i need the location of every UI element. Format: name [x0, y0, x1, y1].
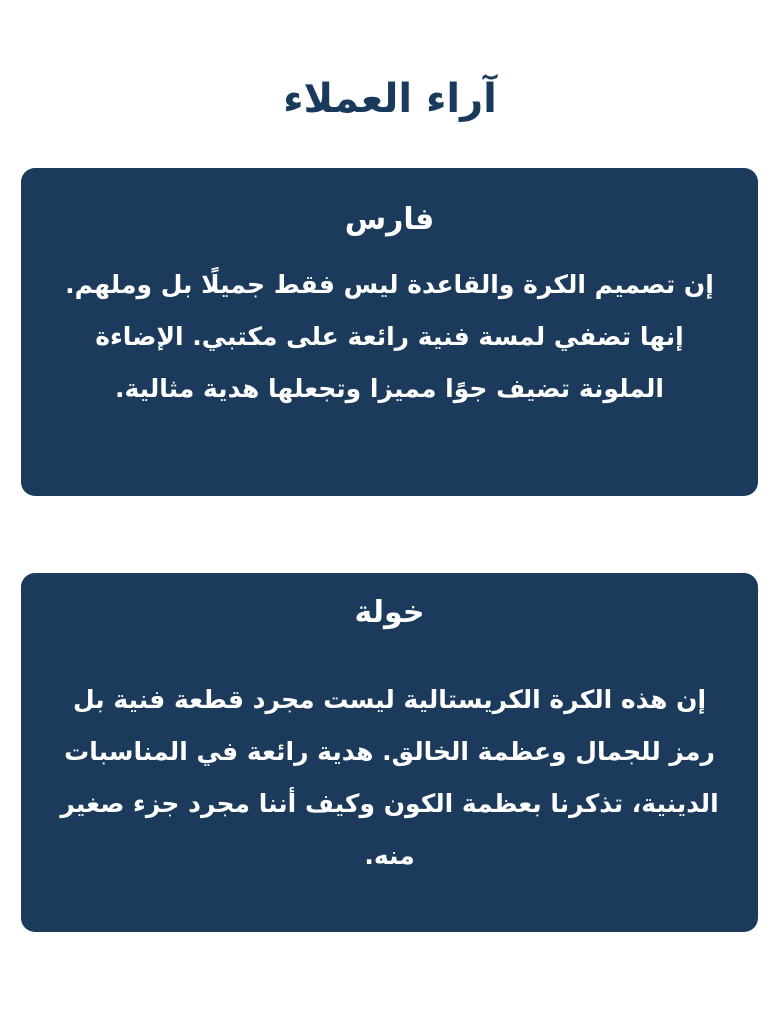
- reviewer-name: فارس: [344, 202, 435, 237]
- review-text: إن هذه الكرة الكريستالية ليست مجرد قطعة فنية بل رمز للجمال وعظمة الخالق. هدية رائعة في المناسبات الدينية، تذكرنا بعظمة الكون وكيف أننا مجرد جزء صغير منه.: [60, 685, 719, 870]
- review-text: إن تصميم الكرة والقاعدة ليس فقط جميلًا بل وملهم. إنها تضفي لمسة فنية رائعة على مكتبي. الإضاءة الملونة تضيف جوًا مميزا وتجعلها هدية مثالية.: [65, 270, 714, 403]
- review-card: [21, 573, 758, 932]
- reviewer-name: خولة: [354, 595, 425, 630]
- page-title: آراء العملاء: [283, 76, 497, 122]
- review-card: [21, 168, 758, 496]
